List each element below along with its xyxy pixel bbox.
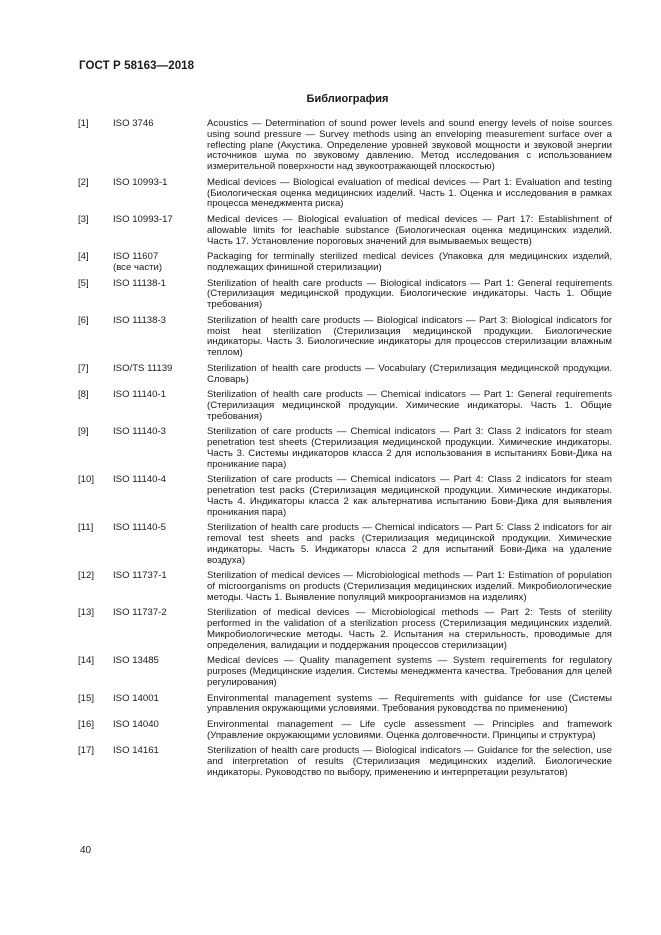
standard-code-line: ISO 11138-3	[113, 314, 166, 326]
entry-number: [12]	[78, 570, 95, 582]
entry-standard-code	[113, 608, 207, 619]
entry-description: Acoustics — Determination of sound power levels and sound energy levels of noise sources using sound pressure — Survey methods using an enveloping measurement surface over a reflecting plane (Акустика. Определение уровней звуковой мощности и звуковой энергии источников шума по звуковому давлению. Метод исследования с использованием измерительной поверхности над звукоотражающей плоскостью)	[207, 118, 612, 173]
entry-standard-code	[113, 364, 207, 375]
entry-standard-code	[113, 656, 207, 667]
standard-code-line: ISO 14161	[113, 745, 159, 757]
entry-standard-code	[113, 215, 207, 226]
entry-number: [9]	[78, 426, 89, 438]
entry-number: [3]	[78, 213, 89, 225]
bibliography-entry	[78, 523, 612, 566]
bibliography-entry	[78, 178, 612, 210]
standard-code-line: ISO/TS 11139	[113, 362, 173, 374]
entry-standard-code	[113, 119, 207, 130]
entry-number: [5]	[78, 277, 89, 289]
standard-code-line: ISO 13485	[113, 655, 159, 667]
entry-description: Sterilization of health care products — Chemical indicators — Part 5: Class 2 indicators for air removal test sheets and packs (Стерилизация медицинской продукции. Химические индикаторы. Часть 5. Индикаторы класса 2 для испытаний Бови-Дика на удаление воздуха)	[207, 522, 612, 566]
standard-code-line: ISO 11140-5	[113, 522, 166, 534]
entry-number: [17]	[78, 745, 95, 757]
standard-code-line: ISO 11140-4	[113, 474, 166, 486]
bibliography-entry	[78, 694, 612, 716]
bibliography-entry	[78, 656, 612, 688]
entry-standard-code	[113, 427, 207, 438]
entry-standard-code	[113, 571, 207, 582]
entry-standard-code	[113, 694, 207, 705]
standard-code-line: ISO 11138-1	[113, 277, 166, 289]
entry-description: Medical devices — Biological evaluation of medical devices — Part 1: Evaluation and testing (Биологическая оценка медицинских изделий. Часть 1. Оценка и исследования в рамках процесса менеджмента риска)	[207, 176, 612, 210]
entry-description: Sterilization of care products — Chemical indicators — Part 3: Class 2 indicators for steam penetration test sheets (Стерилизация медицинской продукции. Химические индикаторы. Часть 3. Системы индикаторов класса 2 для использования в испытаниях Бови-Дика на проникание пара)	[207, 426, 612, 470]
entry-description: Sterilization of health care products — Biological indicators — Guidance for the selection, use and interpretation of results (Стерилизация медицинских изделий. Биологические индикаторы. Руководство по выбору, применению и интерпретации результатов)	[207, 745, 612, 778]
entry-number: [4]	[78, 251, 89, 263]
bibliography-entry	[78, 316, 612, 359]
entry-description: Sterilization of medical devices — Microbiological methods — Part 1: Estimation of population of microorganisms on products (Стерилизация медицинских изделий. Микробиологические методы. Часть 1. Выявление популяций микроорганизмов на изделиях)	[207, 570, 612, 603]
bibliography-entry	[78, 720, 612, 742]
entry-number: [13]	[78, 607, 95, 619]
entry-number: [15]	[78, 692, 95, 704]
entry-number: [10]	[78, 474, 95, 486]
standard-code-line: ISO 3746	[113, 118, 154, 129]
standard-code-line: ISO 14001	[113, 692, 159, 704]
bibliography-entry	[78, 390, 612, 422]
entry-description: Sterilization of health care products — Biological indicators — Part 1: General requirements (Стерилизация медицинской продукции. Биологические индикаторы. Часть 1. Общие требования)	[207, 277, 612, 311]
standard-code-line: ISO 11737-2	[113, 607, 167, 619]
standard-code-line: ISO 11140-3	[113, 426, 166, 438]
bibliography-list	[78, 119, 612, 784]
entry-number: [2]	[78, 176, 89, 188]
entry-standard-code	[113, 252, 207, 274]
section-title	[0, 93, 661, 105]
entry-description: Environmental management — Life cycle assessment — Principles and framework (Управление окружающими условиями. Оценка долговечности. Принципы и структура)	[207, 719, 612, 741]
entry-standard-code	[113, 523, 207, 534]
entry-standard-code	[113, 316, 207, 327]
bibliography-entry	[78, 608, 612, 651]
entry-number: [16]	[78, 719, 95, 730]
entry-description: Medical devices — Biological evaluation of medical devices — Part 17: Establishment of allowable limits for leachable substance (Биологическая оценка медицинских изделий. Часть 17. Установление пороговых значений для вымываемых веществ)	[207, 213, 612, 247]
entry-description: Packaging for terminally sterilized medical devices (Упаковка для медицинских изделий, подлежащих финишной стерилизации)	[207, 251, 612, 273]
section-title-text: Библиография	[306, 93, 389, 105]
entry-description: Environmental management systems — Requirements with guidance for use (Системы управления окружающими условиями. Требования руководства по применению)	[207, 692, 612, 715]
bibliography-entry	[78, 475, 612, 518]
entry-standard-code	[113, 178, 207, 189]
entry-standard-code	[113, 475, 207, 486]
entry-standard-code	[113, 390, 207, 401]
standard-code-line: ISO 11140-1	[113, 389, 166, 401]
bibliography-entry	[78, 427, 612, 470]
entry-number: [6]	[78, 314, 89, 326]
entry-description: Sterilization of health care products — Chemical indicators — Part 1: General requirements (Стерилизация медицинской продукции. Химические индикаторы. Часть 1. Общие требования)	[207, 389, 612, 422]
entry-number: [8]	[78, 389, 89, 401]
entry-standard-code	[113, 746, 207, 757]
document-header: ГОСТ Р 58163—2018	[79, 60, 195, 72]
entry-number: [14]	[78, 655, 95, 667]
page-number: 40	[80, 845, 92, 856]
entry-description: Sterilization of health care products — Biological indicators — Part 3: Biological indicators for moist heat sterilization (Стерилизация медицинской продукции. Биологические индикаторы. Часть 3. Биологические индикаторы для процессов стерилизации влажным теплом)	[207, 314, 612, 359]
bibliography-entry	[78, 119, 612, 173]
bibliography-entry	[78, 279, 612, 311]
bibliography-entry	[78, 571, 612, 603]
entry-description: Sterilization of care products — Chemical indicators — Part 4: Class 2 indicators for steam penetration test packs (Стерилизация медицинской продукции. Химические индикаторы. Часть 4. Индикаторы класса 2 как альтернатива испытанию Бови-Дика для выявления проникания пара)	[207, 474, 612, 518]
bibliography-entry	[78, 364, 612, 386]
entry-number: [7]	[78, 362, 89, 374]
bibliography-entry	[78, 746, 612, 778]
standard-code-line: ISO 11737-1	[113, 570, 167, 582]
entry-number: [1]	[78, 118, 89, 129]
standard-code-line: ISO 11607	[113, 251, 159, 263]
standard-code-line: ISO 10993-1	[113, 176, 168, 188]
standard-code-line: (все части)	[113, 261, 163, 273]
bibliography-entry	[78, 215, 612, 247]
entry-description: Sterilization of health care products — Vocabulary (Стерилизация медицинской продукции. Словарь)	[207, 362, 612, 385]
entry-standard-code	[113, 279, 207, 290]
entry-description: Medical devices — Quality management systems — System requirements for regulatory purposes (Медицинские изделия. Системы менеджмента качества. Требования для целей регулирования)	[207, 655, 612, 689]
entry-standard-code	[113, 720, 207, 731]
bibliography-entry	[78, 252, 612, 274]
entry-number: [11]	[78, 522, 94, 534]
entry-description: Sterilization of medical devices — Microbiological methods — Part 2: Tests of sterility performed in the validation of a sterilization process (Стерилизация медицинских изделий. Микробиологические методы. Часть 2. Испытания на стерильность, проводимые для определения, валидации и поддержания процессов стерилизации)	[207, 607, 612, 651]
standard-code-line: ISO 14040	[113, 719, 159, 730]
standard-code-line: ISO 10993-17	[113, 213, 173, 225]
